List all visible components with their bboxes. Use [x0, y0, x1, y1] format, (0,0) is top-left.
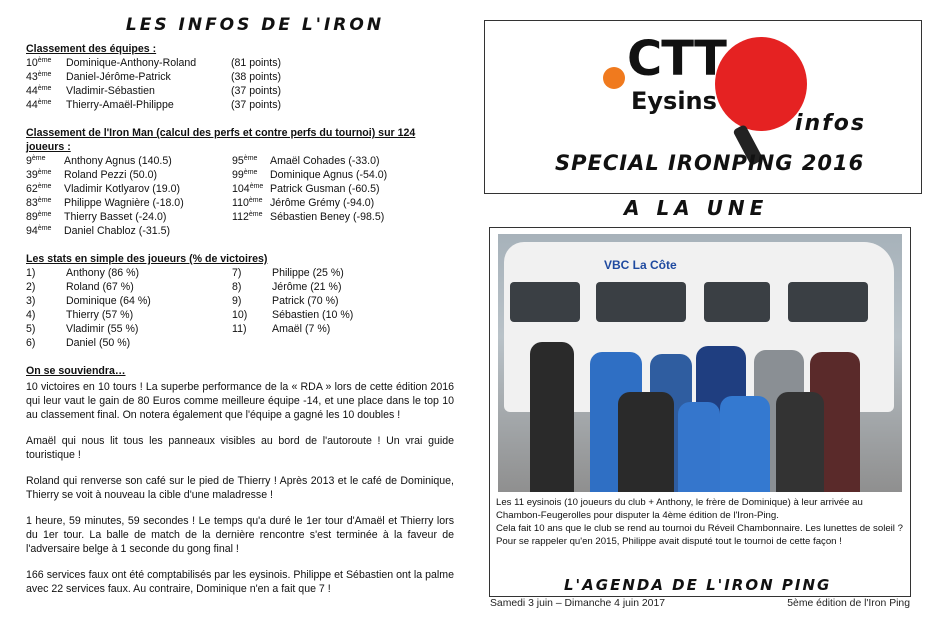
remember-title: On se souviendra…: [26, 365, 126, 377]
ironman-row-name: Dominique Agnus (-54.0): [270, 169, 388, 181]
rank-label: 9ème: [26, 155, 46, 167]
stats-row-name: Philippe (25 %): [272, 267, 344, 279]
stats-row-name: Jérôme (21 %): [272, 281, 342, 293]
rank-suffix: ème: [37, 71, 52, 78]
rank-label: 94ème: [26, 225, 52, 237]
ironman-row: [26, 224, 232, 238]
ironman-row-name: Roland Pezzi (50.0): [64, 169, 158, 181]
person: [678, 402, 720, 492]
ironman-row: [26, 196, 232, 210]
stats-row: [26, 280, 232, 294]
stats-row: [232, 294, 438, 308]
stats-row: [26, 336, 232, 350]
stats-row: [232, 308, 438, 322]
rank-suffix: ème: [37, 99, 52, 106]
ironman-right: [232, 154, 438, 238]
stats-title: Les stats en simple des joueurs (% de victoires): [26, 253, 268, 265]
van-window: [510, 282, 580, 322]
rank-label: 3): [26, 295, 36, 307]
ironman-row: [232, 196, 438, 210]
ironman-row: [232, 154, 438, 168]
ironman-row-name: Jérôme Grémy (-94.0): [270, 197, 375, 209]
team-points: (37 points): [231, 99, 282, 111]
stats-row: [232, 280, 438, 294]
rank-suffix: ème: [248, 211, 263, 218]
person: [530, 342, 574, 492]
team-row: [26, 84, 454, 98]
van-logo-text: VBC La Côte: [604, 258, 677, 272]
ironman-row-name: Thierry Basset (-24.0): [64, 211, 167, 223]
paddle-icon: [715, 37, 807, 131]
ball-icon: [603, 67, 625, 89]
person: [776, 392, 824, 492]
photo-caption: [496, 496, 906, 548]
agenda-event: 5ème édition de l'Iron Ping: [787, 598, 910, 609]
logo-box: [484, 20, 922, 194]
stats-row-name: Dominique (64 %): [66, 295, 151, 307]
agenda-title: L'AGENDA DE L'IRON PING: [564, 576, 832, 594]
team-points: (38 points): [231, 71, 282, 83]
rank-label: 9): [232, 295, 242, 307]
teams-title: Classement des équipes :: [26, 43, 157, 55]
stats-row-name: Daniel (50 %): [66, 337, 131, 349]
rank-label: 112ème: [232, 211, 263, 223]
ironman-row-name: Daniel Chabloz (-31.5): [64, 225, 170, 237]
stats-row-name: Thierry (57 %): [66, 309, 134, 321]
person: [618, 392, 674, 492]
rank-label: 62ème: [26, 183, 52, 195]
remember-p3: Roland qui renverse son café sur le pied de Thierry ! Après 2013 et le café de Dominique, Thierry se voit à nouveau la cible d'une maladresse !: [26, 475, 454, 501]
caption-line-2: Cela fait 10 ans que le club se rend au tournoi du Réveil Chambonnaire. Les lunettes de soleil ? Pour se rappeler qu'en 2015, Philippe avait disputé tout le tournoi de cette façon !: [496, 523, 903, 547]
rank-label: 7): [232, 267, 242, 279]
rank-label: 1): [26, 267, 36, 279]
team-name: Thierry-Amaël-Philippe: [66, 99, 174, 111]
logo-infos: infos: [795, 111, 866, 136]
ironman-row: [26, 210, 232, 224]
ironman-row: [26, 182, 232, 196]
team-points: (81 points): [231, 57, 282, 69]
ironman-row-name: Vladimir Kotlyarov (19.0): [64, 183, 180, 195]
ironman-row: [232, 210, 438, 224]
logo-eysins: Eysins: [631, 87, 717, 115]
ironman-list: [26, 154, 454, 238]
ironman-row-name: Philippe Wagnière (-18.0): [64, 197, 184, 209]
rank-suffix: ème: [248, 197, 263, 204]
team-name: Dominique-Anthony-Roland: [66, 57, 197, 69]
rank-suffix: ème: [243, 155, 258, 162]
rank-label: 11): [232, 323, 247, 335]
agenda-date: Samedi 3 juin – Dimanche 4 juin 2017: [490, 598, 666, 609]
ironman-row: [232, 182, 438, 196]
van-window: [596, 282, 686, 322]
team-row: [26, 70, 454, 84]
rank-label: 89ème: [26, 211, 52, 223]
remember-p1: 10 victoires en 10 tours ! La superbe performance de la « RDA » lors de cette édition 2016 qui leur vaut le gain de 80 Euros comme meilleure équipe -14, et une place dans le top 10 au classement final. On notera également que l'équipe a gagné les 10 doubles !: [26, 381, 454, 421]
ironman-row-name: Sébastien Beney (-98.5): [270, 211, 385, 223]
rank-suffix: ème: [37, 183, 52, 190]
rank-label: 10): [232, 309, 248, 321]
rank-label: 83ème: [26, 197, 52, 209]
rank-label: 110ème: [232, 197, 263, 209]
team-name: Daniel-Jérôme-Patrick: [66, 71, 171, 83]
remember-p4: 1 heure, 59 minutes, 59 secondes ! Le temps qu'a duré le 1er tour d'Amaël et Thierry lors du 1er tour. La balle de match de la dernière rencontre s'est terminée à la faveur de l'adversaire belge à 1 seconde du gong final !: [26, 515, 454, 555]
team-photo: [498, 234, 902, 492]
stats-row: [26, 266, 232, 280]
page-title: LES INFOS DE L'IRON: [125, 15, 385, 35]
team-row: [26, 98, 454, 112]
ironman-title: Classement de l'Iron Man (calcul des perfs et contre perfs du tournoi) sur 124 joueurs :: [26, 127, 416, 153]
rank-suffix: ème: [37, 85, 52, 92]
ironman-row-name: Anthony Agnus (140.5): [64, 155, 172, 167]
rank-label: 10ème: [26, 57, 52, 69]
caption-line-1: Les 11 eysinois (10 joueurs du club + Anthony, le frère de Dominique) à leur arrivée au Chambon-Feugerolles pour disputer la 4ème édition de l'Iron-Ping.: [496, 497, 863, 521]
rank-suffix: ème: [37, 211, 52, 218]
agenda-line: [490, 598, 910, 609]
photo-box: [489, 227, 911, 597]
rank-label: 6): [26, 337, 36, 349]
remember-p2: Amaël qui nous lit tous les panneaux visibles au bord de l'autoroute ! Un vrai guide touristique !: [26, 435, 454, 461]
rank-suffix: ème: [37, 225, 52, 232]
team-row: [26, 56, 454, 70]
stats-row-name: Sébastien (10 %): [272, 309, 354, 321]
rank-label: 39ème: [26, 169, 52, 181]
rank-suffix: ème: [243, 169, 258, 176]
van-window: [788, 282, 868, 322]
stats-row-name: Vladimir (55 %): [66, 323, 139, 335]
stats-row: [26, 294, 232, 308]
stats-left: [26, 266, 232, 350]
team-name: Vladimir-Sébastien: [66, 85, 155, 97]
ironman-row-name: Amaël Cohades (-33.0): [270, 155, 380, 167]
team-points: (37 points): [231, 85, 282, 97]
ironman-row: [26, 154, 232, 168]
rank-label: 2): [26, 281, 36, 293]
stats-row: [232, 266, 438, 280]
stats-row: [232, 322, 438, 336]
rank-suffix: ème: [37, 57, 52, 64]
rank-label: 4): [26, 309, 36, 321]
rank-label: 8): [232, 281, 242, 293]
rank-suffix: ème: [31, 155, 46, 162]
stats-row: [26, 322, 232, 336]
rank-label: 104ème: [232, 183, 264, 195]
teams-list: [26, 56, 454, 112]
logo-ctt: CTT: [627, 31, 726, 87]
rank-suffix: ème: [249, 183, 264, 190]
stats-row-name: Patrick (70 %): [272, 295, 339, 307]
rank-suffix: ème: [37, 197, 52, 204]
stats-list: [26, 266, 454, 350]
stats-row: [26, 308, 232, 322]
stats-row-name: Roland (67 %): [66, 281, 134, 293]
a-la-une-title: A LA UNE: [624, 196, 769, 220]
ironman-row-name: Patrick Gusman (-60.5): [270, 183, 380, 195]
special-title: SPECIAL IRONPING 2016: [555, 151, 865, 175]
rank-label: 5): [26, 323, 36, 335]
remember-p5: 166 services faux ont été comptabilisés par les eysinois. Philippe et Sébastien ont la palme avec 22 services faux. Au contraire, Dominique n'en a fait que 7 !: [26, 569, 454, 595]
rank-label: 95ème: [232, 155, 258, 167]
person: [720, 396, 770, 492]
ironman-row: [232, 168, 438, 182]
ironman-row: [26, 168, 232, 182]
rank-suffix: ème: [37, 169, 52, 176]
remember-section: [26, 364, 454, 596]
stats-row-name: Anthony (86 %): [66, 267, 140, 279]
left-column: [26, 15, 454, 608]
rank-label: 44ème: [26, 99, 52, 111]
van-window: [704, 282, 770, 322]
ironman-left: [26, 154, 232, 238]
stats-row-name: Amaël (7 %): [272, 323, 331, 335]
stats-right: [232, 266, 438, 350]
rank-label: 44ème: [26, 85, 52, 97]
rank-label: 99ème: [232, 169, 258, 181]
rank-label: 43ème: [26, 71, 52, 83]
